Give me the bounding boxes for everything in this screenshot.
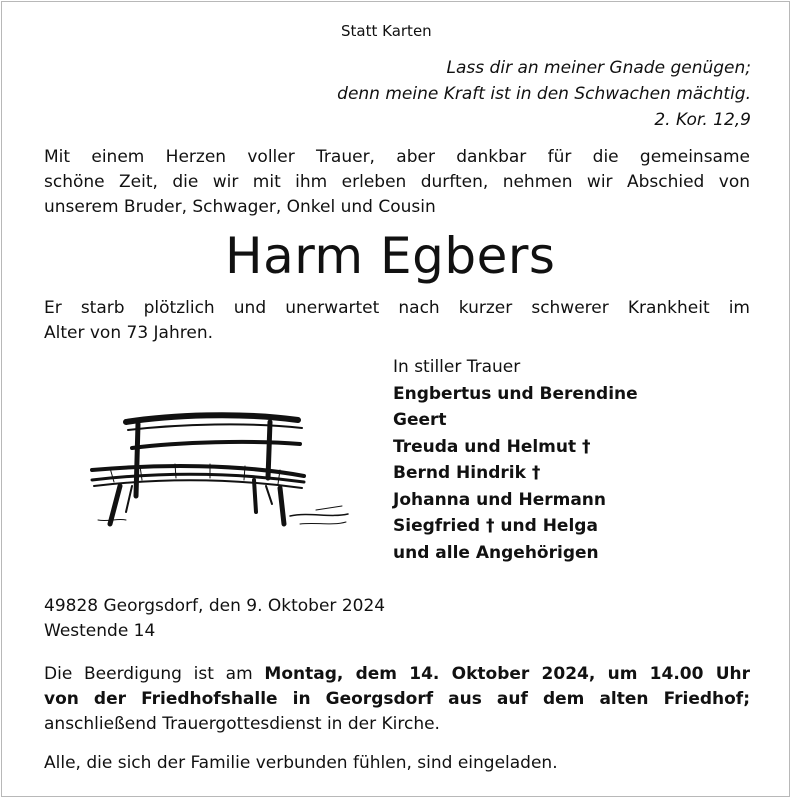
invitation: Alle, die sich der Familie verbunden fühlen, sind eingeladen. (44, 753, 558, 773)
deceased-name: Harm Egbers (225, 227, 556, 285)
mourner-name: Johanna und Hermann (393, 489, 606, 510)
mourners-intro: In stiller Trauer (393, 357, 521, 377)
funeral-prefix: Die Beerdigung ist am (44, 664, 265, 684)
death-info-line-1: Er starb plötzlich und unerwartet nach kurzer schwerer Krankheit im (44, 298, 750, 318)
verse-line-1: Lass dir an meiner Gnade genügen; (446, 58, 751, 78)
funeral-location: von der Friedhofshalle in Georgsdorf aus auf dem alten Friedhof; (44, 689, 750, 709)
funeral-date-time: Montag, dem 14. Oktober 2024, um 14.00 Uhr (264, 664, 750, 684)
mourner-name: und alle Angehörigen (393, 542, 599, 563)
address-line-1: 49828 Georgsdorf, den 9. Oktober 2024 (44, 596, 386, 616)
verse-line-2: denn meine Kraft ist in den Schwachen mächtig. (337, 84, 751, 104)
bench-sketch-icon (80, 400, 360, 540)
funeral-line-1 (44, 662, 750, 687)
funeral-service: anschließend Trauergottesdienst in der Kirche. (44, 714, 440, 734)
header-statt-karten: Statt Karten (341, 22, 432, 40)
mourner-name: Siegfried † und Helga (393, 516, 598, 536)
mourner-name: Bernd Hindrik † (393, 463, 541, 483)
mourner-name: Treuda und Helmut † (393, 436, 591, 457)
verse-reference: 2. Kor. 12,9 (654, 110, 751, 130)
death-info-line-2: Alter von 73 Jahren. (44, 323, 214, 343)
address-line-2: Westende 14 (44, 621, 156, 641)
intro-line-2: schöne Zeit, die wir mit ihm erleben durften, nehmen wir Abschied von (44, 172, 750, 192)
mourner-name: Engbertus und Berendine (393, 383, 638, 404)
mourner-name: Geert (393, 410, 447, 430)
intro-line-1: Mit einem Herzen voller Trauer, aber dankbar für die gemeinsame (44, 147, 750, 167)
intro-line-3: unserem Bruder, Schwager, Onkel und Cousin (44, 197, 436, 217)
mourners-block (393, 354, 638, 566)
